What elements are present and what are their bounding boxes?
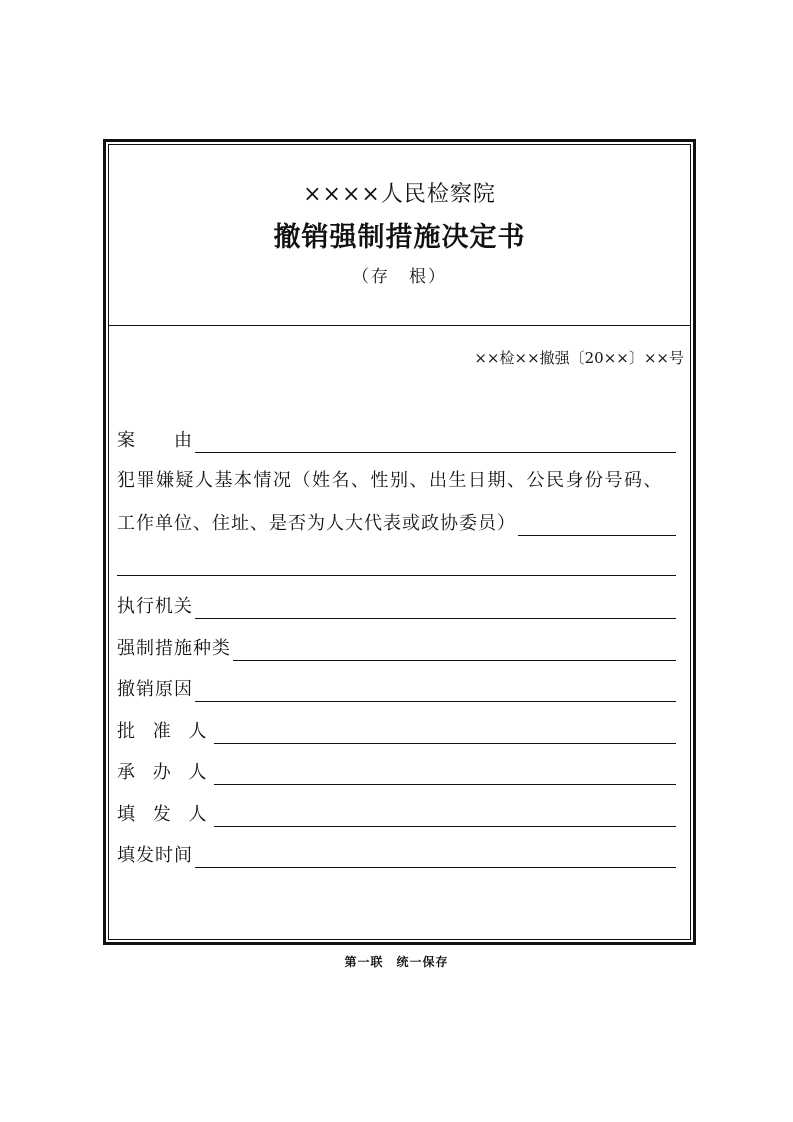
measure-type-line[interactable] (233, 638, 676, 661)
document-subtitle: （存 根） (352, 267, 447, 287)
measure-type-field (117, 635, 676, 661)
suspect-info-field (117, 510, 676, 536)
suspect-info-label-line1: 犯罪嫌疑人基本情况（姓名、性别、出生日期、公民身份号码、 (117, 470, 663, 491)
handler-field (117, 759, 676, 785)
revoke-reason-line[interactable] (195, 679, 676, 702)
handler-line[interactable] (214, 762, 676, 785)
executing-agency-label: 执行机关 (117, 596, 193, 617)
suspect-info-extra-line[interactable] (117, 551, 676, 576)
document-outer-frame (103, 139, 696, 945)
case-cause-field (117, 427, 676, 453)
approver-field (117, 718, 676, 744)
issue-time-field (117, 842, 676, 868)
revoke-reason-label: 撤销原因 (117, 679, 193, 700)
approver-label: 批 准 人 (117, 721, 213, 742)
executing-agency-field (117, 593, 676, 619)
case-cause-label: 案 由 (117, 430, 193, 451)
document-number: ××检××撤强〔20××〕××号 (474, 349, 684, 367)
issuer-field (117, 801, 676, 827)
case-cause-line[interactable] (195, 430, 676, 453)
suspect-info-label-line2: 工作单位、住址、是否为人大代表或政协委员） (117, 513, 516, 534)
issue-time-label: 填发时间 (117, 845, 193, 866)
footer-note: 第一联 统一保存 (344, 955, 449, 969)
executing-agency-line[interactable] (195, 596, 676, 619)
suspect-info-line[interactable] (518, 513, 676, 536)
org-name: ××××人民检察院 (303, 182, 496, 207)
document-inner-frame (108, 144, 691, 940)
handler-label: 承 办 人 (117, 762, 213, 783)
measure-type-label: 强制措施种类 (117, 638, 231, 659)
revoke-reason-field (117, 676, 676, 702)
document-title: 撤销强制措施决定书 (273, 222, 526, 253)
issue-time-line[interactable] (195, 845, 676, 868)
issuer-line[interactable] (214, 804, 676, 827)
document-header (109, 145, 690, 326)
issuer-label: 填 发 人 (117, 804, 213, 825)
approver-line[interactable] (214, 721, 676, 744)
